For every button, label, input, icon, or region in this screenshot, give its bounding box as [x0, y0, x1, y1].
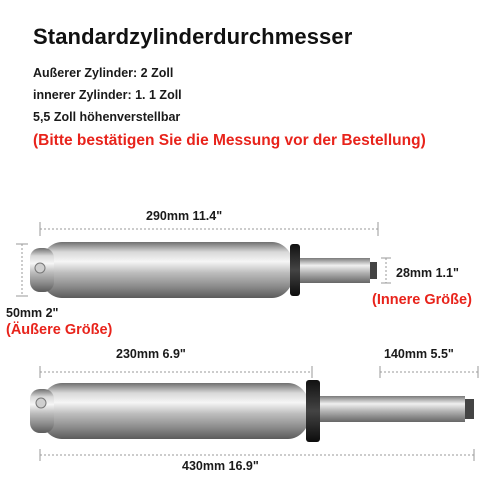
- inner-rod: [300, 258, 370, 283]
- tube-end-cap: [30, 389, 54, 433]
- rod-tip: [370, 262, 377, 279]
- order-notice: (Bitte bestätigen Sie die Messung vor der Bestellung): [33, 132, 426, 149]
- label-total-short: 290mm 11.4": [146, 209, 223, 223]
- end-button: [35, 263, 45, 273]
- black-collar: [306, 380, 320, 442]
- outer-tube: [40, 242, 294, 298]
- end-button: [36, 398, 46, 408]
- short-cylinder: [30, 242, 377, 298]
- spec-height-adjustable: 5,5 Zoll höhenverstellbar: [33, 110, 181, 124]
- page-title: Standardzylinderdurchmesser: [33, 24, 353, 49]
- spec-outer-cylinder: Außerer Zylinder: 2 Zoll: [33, 66, 174, 80]
- rod-tip: [465, 399, 474, 419]
- black-collar: [290, 244, 300, 296]
- inner-rod: [320, 396, 465, 422]
- outer-tube: [40, 383, 310, 439]
- label-inner-size: (Innere Größe): [372, 292, 472, 308]
- label-stroke: 140mm 5.5": [384, 347, 454, 361]
- label-outer-diameter: 50mm 2": [6, 306, 59, 320]
- label-total-long: 430mm 16.9": [182, 459, 259, 473]
- spec-inner-cylinder: innerer Zylinder: 1. 1 Zoll: [33, 88, 182, 102]
- long-cylinder: [30, 380, 474, 442]
- label-inner-diameter: 28mm 1.1": [396, 266, 459, 280]
- label-outer-length: 230mm 6.9": [116, 347, 186, 361]
- label-outer-size: (Äußere Größe): [6, 322, 113, 338]
